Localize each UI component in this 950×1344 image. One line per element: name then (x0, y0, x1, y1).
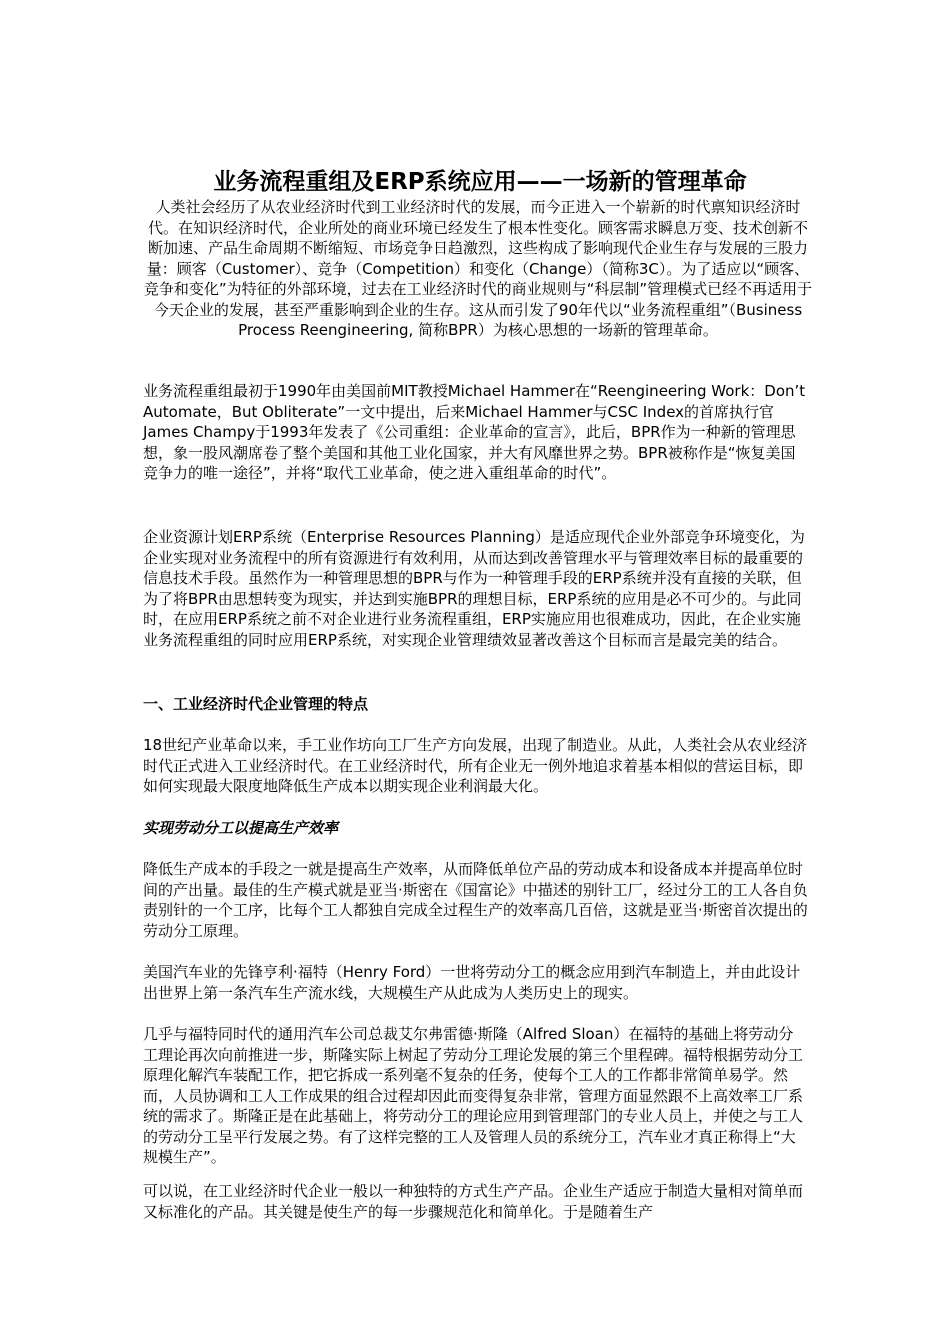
sloan-paragraph: 几乎与福特同时代的通用汽车公司总裁艾尔弗雷德·斯隆（Alfred Sloan）在福特的基础上将劳动分工理论再次向前推进一步，斯隆实际上树起了劳动分工理论发展的第三个里程碑。福特根据劳动分工原理化解汽车装配工作，把它拆成一系列毫不复杂的任务，使每个工人的工作都非常简单易学。然而，人员协调和工人工作成果的组合过程却因此而变得复杂非常，管理方面显然跟不上高效率工厂系统的需求了。斯隆正是在此基础上，将劳动分工的理论应用到管理部门的专业人员上，并使之与工人的劳动分工呈平行发展之势。有了这样完整的工人及管理人员的系统分工，汽车业才真正称得上“大规模生产”。 (143, 1025, 804, 1166)
ford-paragraph: 美国汽车业的先锋亨利·福特（Henry Ford）一世将劳动分工的概念应用到汽车制造上，并由此设计出世界上第一条汽车生产流水线，大规模生产从此成为人类历史上的现实。 (143, 963, 801, 1002)
intro-paragraph: 人类社会经历了从农业经济时代到工业经济时代的发展，而今正进入一个崭新的时代禀知识经济时代。在知识经济时代，企业所处的商业环境已经发生了根本性变化。顾客需求瞬息万变、技术创新不断加速、产品生命周期不断缩短、市场竞争日趋激烈，这些构成了影响现代企业生存与发展的三股力量：顾客（Customer）、竞争（Competition）和变化（Change）（简称3C）。为了适应以“顾客、竞争和变化”为特征的外部环境，过去在工业经济时代的商业规则与“科层制”管理模式已经不再适用于今天企业的发展，甚至严重影响到企业的生存。这从而引发了90年代以“业务流程重组”（Business Process Reengineering, 简称BPR）为核心思想的一场新的管理革命。 (143, 198, 813, 339)
industrial-era-paragraph: 18世纪产业革命以来，手工业作坊向工厂生产方向发展，出现了制造业。从此，人类社会从农业经济时代正式进入工业经济时代。在工业经济时代，所有企业无一例外地追求着基本相似的营运目标，即如何实现最大限度地降低生产成本以期实现企业利润最大化。 (143, 736, 808, 795)
conclusion-paragraph: 可以说，在工业经济时代企业一般以一种独特的方式生产产品。企业生产适应于制造大量相对简单而又标准化的产品。其关键是使生产的每一步骤规范化和简单化。于是随着生产 (143, 1182, 804, 1221)
subsection-heading: 实现劳动分工以提高生产效率 (143, 819, 339, 837)
cost-reduction-paragraph: 降低生产成本的手段之一就是提高生产效率，从而降低单位产品的劳动成本和设备成本并提高单位时间的产出量。最佳的生产模式就是亚当·斯密在《国富论》中描述的别针工厂，经过分工的工人各自负责别针的一个工序，比每个工人都独自完成全过程生产的效率高几百倍，这就是亚当·斯密首次提出的劳动分工原理。 (143, 860, 808, 940)
erp-paragraph: 企业资源计划ERP系统（Enterprise Resources Planning）是适应现代企业外部竞争环境变化，为企业实现对业务流程中的所有资源进行有效利用，从而达到改善管理水平与管理效率目标的最重要的信息技术手段。虽然作为一种管理思想的BPR与作为一种管理手段的ERP系统并没有直接的关联，但为了将BPR由思想转变为现实，并达到实施BPR的理想目标，ERP系统的应用是必不可少的。与此同时，在应用ERP系统之前不对企业进行业务流程重组，ERP实施应用也很难成功，因此，在企业实施业务流程重组的同时应用ERP系统，对实现企业管理绩效显著改善这个目标而言是最完美的结合。 (143, 528, 805, 649)
bpr-origin-paragraph: 业务流程重组最初于1990年由美国前MIT教授Michael Hammer在“Reengineering Work：Don’t Automate，But Obliterate”一文中提出，后来Michael Hammer与CSC Index的首席执行官James Champy于1993年发表了《公司重组：企业革命的宣言》，此后，BPR作为一种新的管理思想，象一股风潮席卷了整个美国和其他工业化国家，并大有风靡世界之势。BPR被称作是“恢复美国竞争力的唯一途径”，并将“取代工业革命，使之进入重组革命的时代”。 (143, 382, 806, 482)
document-title: 业务流程重组及ERP系统应用——一场新的管理革命 (213, 169, 747, 195)
section-heading: 一、工业经济时代企业管理的特点 (143, 695, 369, 713)
